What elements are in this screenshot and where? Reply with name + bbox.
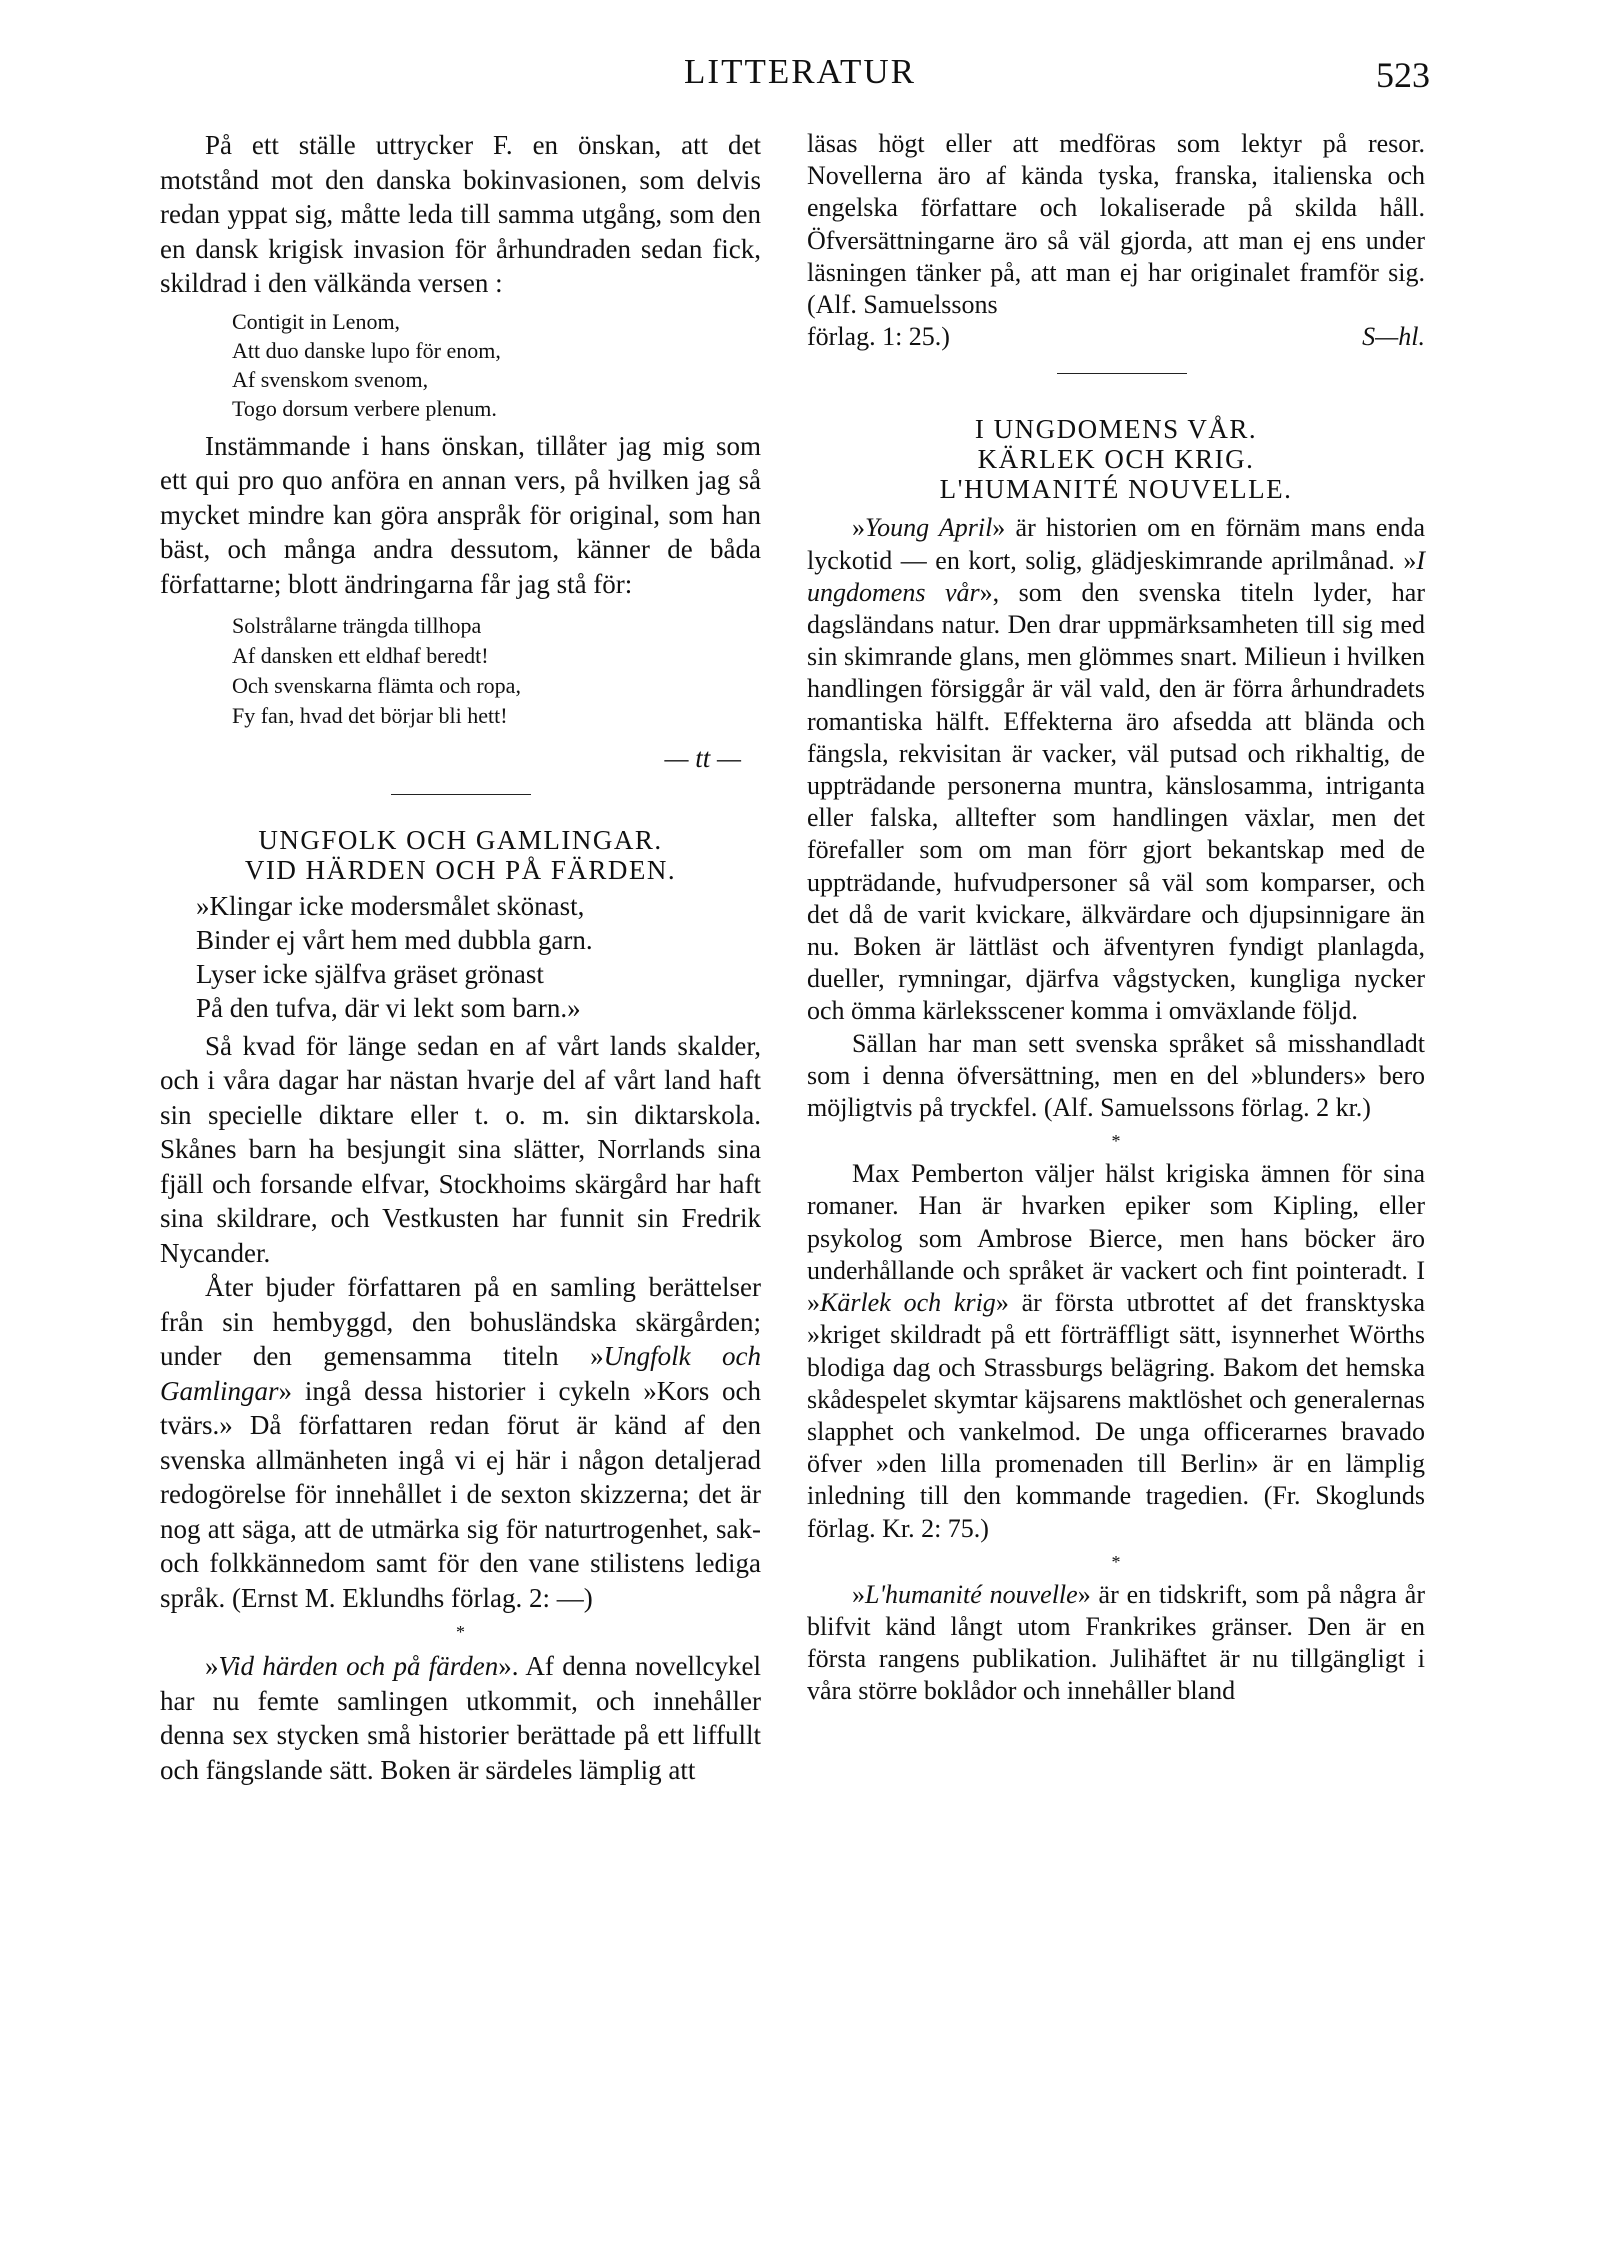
book-title: L'humanité nouvelle: [865, 1579, 1078, 1609]
heading-line: L'HUMANITÉ NOUVELLE.: [939, 474, 1293, 505]
latin-poem: [232, 307, 761, 423]
paragraph: [807, 512, 1425, 1027]
text-run: » ingå dessa historier i cykeln »Kors och tvärs.» Då författaren redan förut är känd af den svenska allmänheten ingå vi ej här i någon detaljerad redogörelse för innehållet i de sexton skizzerna; det är nog att säga, att de utmärka sig för naturtrogenhet, sak- och folkkännedom samt för den vane stilistens lediga språk. (Ernst M. Eklundhs förlag. 2: —): [160, 1375, 761, 1613]
verse-line: Binder ej vårt hem med dubbla garn.: [196, 924, 593, 955]
poem-line: Af dansken ett eldhaf beredt!: [232, 643, 489, 668]
paragraph: Så kvad för länge sedan en af vårt lands skalder, och i våra dagar har nästan hvarje del af vårt land haft sin specielle diktare eller t. o. m. sin diktarskola. Skånes barn ha besjungit sina slätter, Norrlands sina fjäll och forsande elfvar, Stockhoims skärgård har haft sina skildrare, och Vestkusten har funnit sin Fredrik Nycander.: [160, 1030, 761, 1268]
section-heading: [160, 825, 761, 885]
poem-line: Togo dorsum verbere plenum.: [232, 395, 497, 421]
right-column: [807, 128, 1425, 1708]
paragraph: [807, 1579, 1425, 1708]
paragraph: Instämmande i hans önskan, tillåter jag mig som ett qui pro quo anföra en annan vers, på hvilken jag så mycket mindre kan göra anspråk för original, som han bäst, och många andra dessutom, känner de båda författarne; blott ändringarna får jag stå för:: [160, 430, 761, 599]
book-title: Vid härden och på färden: [218, 1651, 499, 1681]
section-heading: [807, 414, 1425, 504]
signature: — tt —: [664, 743, 741, 773]
parody-poem: [232, 611, 761, 731]
paragraph: Sällan har man sett svenska språket så misshandladt som i denna öfversättning, men en del »blunders» bero möjligtvis på tryckfel. (Alf. Samuelssons förlag. 2 kr.): [807, 1028, 1425, 1123]
book-title: Ungfolk och Gamlingar: [160, 1341, 761, 1406]
heading-line: KÄRLEK OCH KRIG.: [977, 444, 1255, 475]
paragraph: [160, 1270, 761, 1615]
heading-line: I UNGDOMENS VÅR.: [974, 414, 1258, 445]
text-run: »: [205, 1651, 219, 1681]
text-run: »: [852, 513, 865, 543]
poem-line: Af svenskom svenom,: [232, 366, 429, 392]
left-column: [160, 128, 761, 1787]
separator-asterisk: *: [456, 1622, 465, 1642]
poem-line: Att duo danske lupo för enom,: [232, 337, 501, 363]
paragraph: [807, 1158, 1425, 1544]
text-run: » är en tidskrift, som på några år blifvit känd långt utom Frankrikes gränser. Den är en första rangens publikation. Julihäftet är nu tillgängligt i våra större boklådor och innehåller bland: [807, 1579, 1425, 1706]
divider: [391, 794, 531, 795]
text-run: Åter bjuder författaren på en samling berättelser från sin hembyggd, den bohusländska skärgården; under den gemensamma titeln »: [160, 1272, 761, 1371]
paragraph-end: [807, 321, 1425, 353]
separator-asterisk: *: [1111, 1551, 1121, 1572]
paragraph: [160, 1649, 761, 1787]
poem-line: Solstrålarne trängda tillhopa: [232, 613, 482, 638]
page-number: 523: [1376, 55, 1430, 95]
poem-line: Och svenskarna flämta och ropa,: [232, 673, 521, 698]
running-title: LITTERATUR: [684, 52, 916, 91]
book-title: Kärlek och krig: [820, 1288, 996, 1318]
poem-line: Contigit in Lenom,: [232, 308, 401, 334]
text-run: », som den svenska titeln lyder, har dagsländans natur. Den drar uppmärksamheten till sig med sin skimrande glans, men glömmes snart. Milieun i hvilken handlingen försiggår är väl vald, den är förra århundradets romantiska hälft. Effekterna äro afsedda att blända och fängsla, rekvisitan är vacker, väl putsad och rikhaltig, de uppträdande personerna muntra, känslosamma, intriganta eller falska, alltefter som handlingen växlar, men det förefaller som om man förr gjort bekantskap med de uppträdande, hufvudpersoner så väl som komparser, och det då de varit kvickare, älkvärdare och djupsinnigare än nu. Boken är lättläst och äfventyren fyndigt planlagda, dueller, rymningar, djärfva vågstycken, kungliga nycker och ömma kärleksscener komma i omväxlande följd.: [807, 577, 1425, 1026]
page-header: [0, 52, 1600, 98]
verse-line: På den tufva, där vi lekt som barn.»: [196, 992, 581, 1023]
book-title: Young April: [865, 513, 993, 543]
text-run: »: [852, 1579, 865, 1609]
text-run: ». Af denna novellcykel har nu femte samlingen utkommit, och innehåller denna sex stycken små historier berättade på ett liffullt och fängslande sätt. Boken är särdeles lämplig att: [160, 1651, 761, 1785]
divider: [1057, 373, 1187, 374]
poem-line: Fy fan, hvad det börjar bli hett!: [232, 703, 508, 728]
text-run: » är historien om en förnäm mans enda lyckotid — en kort, solig, glädjeskimrande aprilmånad. »: [807, 513, 1425, 575]
heading-line: VID HÄRDEN OCH PÅ FÄRDEN.: [244, 854, 677, 885]
quoted-verse: [196, 889, 761, 1025]
paragraph: läsas högt eller att medföras som lektyr på resor. Novellerna äro af kända tyska, franska, italienska och engelska författare och lokaliserade på skilda håll. Öfversättningarne äro så väl gjorda, att man ej ens under läsningen tänker på, att man ej har originalet framför sig. (Alf. Samuelssons: [807, 129, 1425, 320]
separator-asterisk: *: [1111, 1131, 1121, 1152]
book-title: I ungdomens vår: [807, 545, 1425, 607]
heading-line: UNGFOLK OCH GAMLINGAR.: [258, 824, 663, 855]
text-run: Max Pemberton väljer hälst krigiska ämnen för sina romaner. Han är hvarken epiker som Kipling, eller psykolog som Ambrose Bierce, men hans böcker äro underhållande och språket är vackert och fint pointeradt. I »: [807, 1159, 1425, 1318]
paragraph: På ett ställe uttrycker F. en önskan, att det motstånd mot den danska bokinvasionen, som delvis redan yppat sig, måtte leda till samma utgång, som den en dansk krigisk invasion för århundraden sedan fick, skildrad i den välkända versen :: [160, 130, 761, 298]
text-run: » är första utbrottet af det fransktyska »kriget skildradt på ett förträffligt sätt, isynnerhet Wörths blodiga dag och Strassburgs belägring. Bakom det hemska skådespelet skymtar käjsarens maktlöshet och generalernas slapphet och vankelmod. De unga officerarnes bravado öfver »den lilla promenaden till Berlin» är en lämplig inledning till den kommande tragedien. (Fr. Skoglunds förlag. Kr. 2: 75.): [807, 1288, 1425, 1543]
text-run: förlag. 1: 25.): [807, 322, 950, 352]
verse-line: Lyser icke själfva gräset grönast: [196, 958, 544, 989]
verse-line: »Klingar icke modersmålet skönast,: [196, 890, 585, 921]
signature: S—hl.: [1362, 322, 1425, 352]
